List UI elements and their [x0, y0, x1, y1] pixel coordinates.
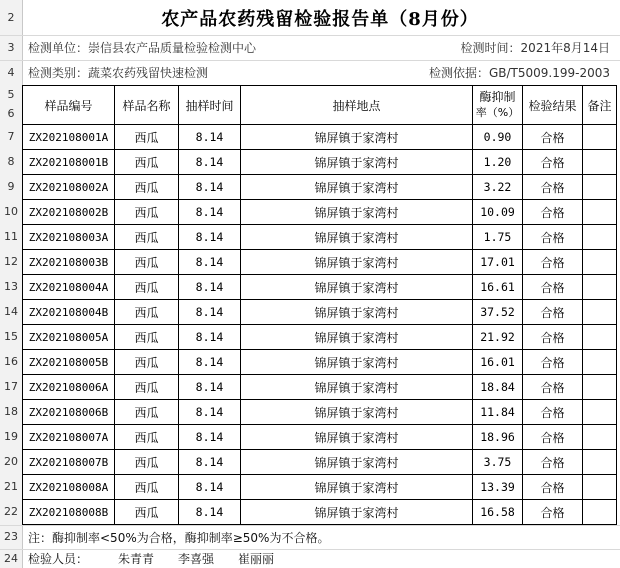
sample-name-cell[interactable]: 西瓜: [115, 125, 179, 150]
remark-cell[interactable]: [583, 175, 617, 200]
sampling-time-cell[interactable]: 8.14: [179, 250, 241, 275]
sample-no-cell[interactable]: ZX202108006B: [23, 400, 115, 425]
inhibition-rate-cell[interactable]: 17.01: [473, 250, 523, 275]
inhibition-rate-cell[interactable]: 37.52: [473, 300, 523, 325]
result-cell[interactable]: 合格: [523, 450, 583, 475]
row-number[interactable]: 11: [4, 230, 18, 243]
sampling-place-cell[interactable]: 锦屏镇于家湾村: [241, 425, 473, 450]
sample-name-cell[interactable]: 西瓜: [115, 450, 179, 475]
row-number[interactable]: 12: [4, 255, 18, 268]
row-number[interactable]: 4: [7, 66, 15, 79]
result-cell[interactable]: 合格: [523, 150, 583, 175]
table-row: [23, 500, 617, 525]
sample-no-cell[interactable]: ZX202108003B: [23, 250, 115, 275]
remark-cell[interactable]: [583, 475, 617, 500]
table-row: [23, 250, 617, 275]
row-number[interactable]: 19: [4, 430, 18, 443]
row-number[interactable]: 20: [4, 455, 18, 468]
remark-cell[interactable]: [583, 350, 617, 375]
report-title[interactable]: 农产品农药残留检验报告单（8月份）: [161, 8, 479, 30]
sample-name-cell[interactable]: 西瓜: [115, 200, 179, 225]
row-number[interactable]: 8: [7, 155, 15, 168]
remark-cell[interactable]: [583, 250, 617, 275]
sample-no-cell[interactable]: ZX202108002A: [23, 175, 115, 200]
inspectors-line: [28, 549, 274, 568]
result-cell[interactable]: 合格: [523, 350, 583, 375]
test-time[interactable]: 检测时间：2021年8月14日: [460, 41, 610, 55]
sample-name-cell[interactable]: 西瓜: [115, 325, 179, 350]
table-row: [23, 375, 617, 400]
test-basis[interactable]: 检测依据：GB/T5009.199-2003: [428, 66, 610, 80]
table-row: [23, 150, 617, 175]
remark-cell[interactable]: [583, 325, 617, 350]
inhibition-rate-cell[interactable]: 0.90: [473, 125, 523, 150]
sampling-place-cell[interactable]: 锦屏镇于家湾村: [241, 125, 473, 150]
row-number[interactable]: 14: [4, 305, 18, 318]
result-cell[interactable]: 合格: [523, 300, 583, 325]
table-row: [23, 300, 617, 325]
row-number[interactable]: 2: [7, 11, 15, 24]
inhibition-rate-cell[interactable]: 11.84: [473, 400, 523, 425]
sample-no-cell[interactable]: ZX202108006A: [23, 375, 115, 400]
header-result[interactable]: 检验结果: [523, 86, 583, 125]
sample-no-cell[interactable]: ZX202108004B: [23, 300, 115, 325]
note-text[interactable]: 注：酶抑制率<50%为合格，酶抑制率≥50%为不合格。: [28, 530, 330, 545]
inspector-name[interactable]: 朱青青: [118, 552, 155, 566]
sampling-time-cell[interactable]: 8.14: [179, 325, 241, 350]
header-inhibition-rate-line2: 率（%）: [475, 106, 520, 119]
sampling-place-cell[interactable]: 锦屏镇于家湾村: [241, 400, 473, 425]
report-table: [22, 85, 617, 525]
sampling-place-cell[interactable]: 锦屏镇于家湾村: [241, 275, 473, 300]
remark-cell[interactable]: [583, 425, 617, 450]
remark-cell[interactable]: [583, 400, 617, 425]
sample-no-cell[interactable]: ZX202108008A: [23, 475, 115, 500]
inhibition-rate-cell[interactable]: 18.84: [473, 375, 523, 400]
table-row: [23, 175, 617, 200]
sampling-time-cell[interactable]: 8.14: [179, 400, 241, 425]
sampling-time-cell[interactable]: 8.14: [179, 375, 241, 400]
remark-cell[interactable]: [583, 275, 617, 300]
sampling-time-cell[interactable]: 8.14: [179, 500, 241, 525]
sample-no-cell[interactable]: ZX202108007A: [23, 425, 115, 450]
result-cell[interactable]: 合格: [523, 400, 583, 425]
result-cell[interactable]: 合格: [523, 275, 583, 300]
row-number[interactable]: 24: [4, 552, 18, 565]
table-row: [23, 275, 617, 300]
sampling-time-cell[interactable]: 8.14: [179, 200, 241, 225]
sampling-place-cell[interactable]: 锦屏镇于家湾村: [241, 225, 473, 250]
sampling-place-cell[interactable]: 锦屏镇于家湾村: [241, 150, 473, 175]
inhibition-rate-cell[interactable]: 3.22: [473, 175, 523, 200]
header-inhibition-rate[interactable]: [473, 86, 523, 125]
sampling-place-cell[interactable]: 锦屏镇于家湾村: [241, 300, 473, 325]
header-inhibition-rate-line1: 酶抑制: [479, 90, 516, 104]
inhibition-rate-cell[interactable]: 21.92: [473, 325, 523, 350]
remark-cell[interactable]: [583, 300, 617, 325]
row-number[interactable]: 22: [4, 505, 18, 518]
row-number[interactable]: 13: [4, 280, 18, 293]
sample-no-cell[interactable]: ZX202108008B: [23, 500, 115, 525]
sampling-time-cell[interactable]: 8.14: [179, 425, 241, 450]
sampling-place-cell[interactable]: 锦屏镇于家湾村: [241, 500, 473, 525]
sampling-time-cell[interactable]: 8.14: [179, 350, 241, 375]
sampling-place-cell[interactable]: 锦屏镇于家湾村: [241, 375, 473, 400]
sampling-place-cell[interactable]: 锦屏镇于家湾村: [241, 325, 473, 350]
remark-cell[interactable]: [583, 375, 617, 400]
row-number[interactable]: 9: [7, 180, 15, 193]
row-number[interactable]: 16: [4, 355, 18, 368]
sampling-time-cell[interactable]: 8.14: [179, 225, 241, 250]
sampling-time-cell[interactable]: 8.14: [179, 150, 241, 175]
sample-name-cell[interactable]: 西瓜: [115, 475, 179, 500]
result-cell[interactable]: 合格: [523, 425, 583, 450]
sampling-time-cell[interactable]: 8.14: [179, 475, 241, 500]
row-number[interactable]: 23: [4, 530, 18, 543]
sampling-place-cell[interactable]: 锦屏镇于家湾村: [241, 175, 473, 200]
sampling-time-cell[interactable]: 8.14: [179, 275, 241, 300]
result-cell[interactable]: 合格: [523, 325, 583, 350]
inspectors-label[interactable]: 检验人员：: [28, 552, 89, 566]
inhibition-rate-cell[interactable]: 13.39: [473, 475, 523, 500]
table-row: [23, 225, 617, 250]
header-sampling-place[interactable]: 抽样地点: [241, 86, 473, 125]
sample-name-cell[interactable]: 西瓜: [115, 350, 179, 375]
table-row: [23, 425, 617, 450]
sample-no-cell[interactable]: ZX202108004A: [23, 275, 115, 300]
row-number[interactable]: 18: [4, 405, 18, 418]
result-cell[interactable]: 合格: [523, 225, 583, 250]
sample-name-cell[interactable]: 西瓜: [115, 275, 179, 300]
row-number[interactable]: 21: [4, 480, 18, 493]
test-unit[interactable]: 检测单位：崇信县农产品质量检验检测中心: [28, 41, 257, 55]
inhibition-rate-cell[interactable]: 1.20: [473, 150, 523, 175]
inspector-name[interactable]: 崔丽丽: [238, 552, 275, 566]
sampling-time-cell[interactable]: 8.14: [179, 300, 241, 325]
sample-name-cell[interactable]: 西瓜: [115, 400, 179, 425]
inhibition-rate-cell[interactable]: 1.75: [473, 225, 523, 250]
table-row: [23, 350, 617, 375]
sampling-time-cell[interactable]: 8.14: [179, 450, 241, 475]
test-category[interactable]: 检测类别：蔬菜农药残留快速检测: [28, 66, 209, 80]
remark-cell[interactable]: [583, 450, 617, 475]
inhibition-rate-cell[interactable]: 18.96: [473, 425, 523, 450]
result-cell[interactable]: 合格: [523, 375, 583, 400]
header-sampling-time[interactable]: 抽样时间: [179, 86, 241, 125]
header-remark[interactable]: 备注: [583, 86, 617, 125]
sampling-time-cell[interactable]: 8.14: [179, 175, 241, 200]
remark-cell[interactable]: [583, 500, 617, 525]
sample-no-cell[interactable]: ZX202108005B: [23, 350, 115, 375]
sample-name-cell[interactable]: 西瓜: [115, 150, 179, 175]
row-number[interactable]: 6: [7, 107, 15, 120]
sampling-place-cell[interactable]: 锦屏镇于家湾村: [241, 200, 473, 225]
row-number[interactable]: 15: [4, 330, 18, 343]
result-cell[interactable]: 合格: [523, 475, 583, 500]
table-row: [23, 125, 617, 150]
table-row: [23, 400, 617, 425]
sample-name-cell[interactable]: 西瓜: [115, 425, 179, 450]
sample-no-cell[interactable]: ZX202108002B: [23, 200, 115, 225]
sampling-place-cell[interactable]: 锦屏镇于家湾村: [241, 450, 473, 475]
row-number[interactable]: 10: [4, 205, 18, 218]
sample-name-cell[interactable]: 西瓜: [115, 300, 179, 325]
remark-cell[interactable]: [583, 125, 617, 150]
sample-name-cell[interactable]: 西瓜: [115, 250, 179, 275]
table-row: [23, 475, 617, 500]
inspector-name[interactable]: 李喜强: [178, 552, 215, 566]
inhibition-rate-cell[interactable]: 16.61: [473, 275, 523, 300]
result-cell[interactable]: 合格: [523, 125, 583, 150]
sample-no-cell[interactable]: ZX202108007B: [23, 450, 115, 475]
sample-no-cell[interactable]: ZX202108005A: [23, 325, 115, 350]
inhibition-rate-cell[interactable]: 10.09: [473, 200, 523, 225]
remark-cell[interactable]: [583, 225, 617, 250]
table-row: [23, 200, 617, 225]
sample-name-cell[interactable]: 西瓜: [115, 225, 179, 250]
result-cell[interactable]: 合格: [523, 500, 583, 525]
result-cell[interactable]: 合格: [523, 200, 583, 225]
sample-no-cell[interactable]: ZX202108003A: [23, 225, 115, 250]
header-sample-name[interactable]: 样品名称: [115, 86, 179, 125]
sampling-place-cell[interactable]: 锦屏镇于家湾村: [241, 475, 473, 500]
row-number[interactable]: 7: [7, 130, 15, 143]
row-number[interactable]: 3: [7, 41, 15, 54]
sample-name-cell[interactable]: 西瓜: [115, 375, 179, 400]
table-row: [23, 450, 617, 475]
sample-name-cell[interactable]: 西瓜: [115, 175, 179, 200]
remark-cell[interactable]: [583, 150, 617, 175]
sample-name-cell[interactable]: 西瓜: [115, 500, 179, 525]
row-number[interactable]: 17: [4, 380, 18, 393]
header-sample-no[interactable]: 样品编号: [23, 86, 115, 125]
sampling-place-cell[interactable]: 锦屏镇于家湾村: [241, 350, 473, 375]
inhibition-rate-cell[interactable]: 3.75: [473, 450, 523, 475]
sampling-time-cell[interactable]: 8.14: [179, 125, 241, 150]
inhibition-rate-cell[interactable]: 16.58: [473, 500, 523, 525]
sample-no-cell[interactable]: ZX202108001A: [23, 125, 115, 150]
sampling-place-cell[interactable]: 锦屏镇于家湾村: [241, 250, 473, 275]
sample-no-cell[interactable]: ZX202108001B: [23, 150, 115, 175]
inhibition-rate-cell[interactable]: 16.01: [473, 350, 523, 375]
row-number[interactable]: 5: [7, 88, 15, 101]
table-row: [23, 325, 617, 350]
result-cell[interactable]: 合格: [523, 175, 583, 200]
result-cell[interactable]: 合格: [523, 250, 583, 275]
remark-cell[interactable]: [583, 200, 617, 225]
